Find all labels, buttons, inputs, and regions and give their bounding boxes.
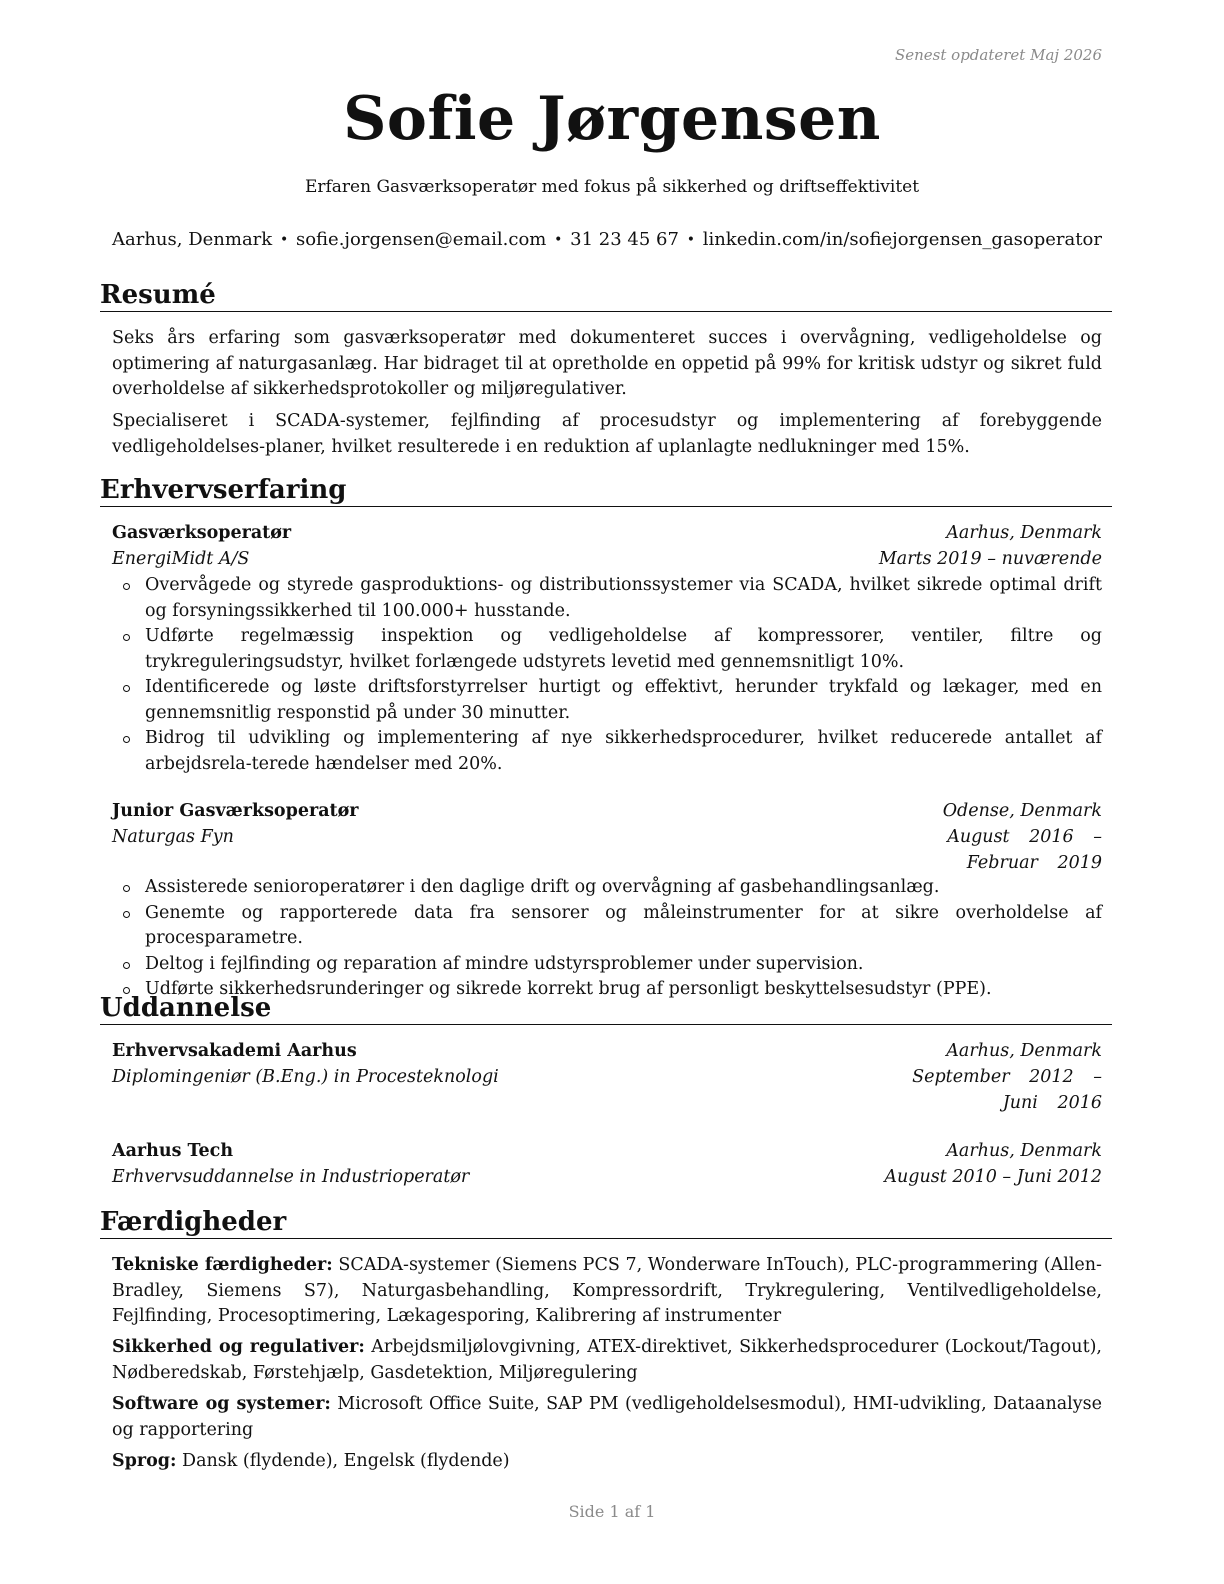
education-subheader: [112, 1165, 1102, 1191]
skill-text: Arbejdsmiljølovgivning, ATEX-direktivet, Sikkerhedsprocedurer (Lockout/Tagout), Nødberedskab, Førstehjælp, Gasdetektion, Miljøregulering: [112, 1337, 1102, 1383]
skill-text: Dansk (flydende), Engelsk (flydende): [182, 1451, 510, 1471]
separator-dot: •: [554, 231, 563, 248]
tagline: Erfaren Gasværksoperatør med fokus på sikkerhed og driftseffektivitet: [304, 177, 920, 197]
contact-location: Aarhus, Denmark: [112, 229, 273, 250]
skill-label: Tekniske færdigheder:: [112, 1255, 333, 1275]
job-bullets: [112, 875, 1102, 1003]
bullet-icon: [123, 962, 130, 969]
list-item: Identificerede og løste driftsforstyrrelser hurtigt og effektivt, herunder trykfald og lækager, med en gennemsnitlig responstid på under 30 minutter.: [112, 675, 1102, 726]
list-item: Udførte regelmæssig inspektion og vedligeholdelse af kompressorer, ventiler, filtre og trykreguleringsudstyr, hvilket forlængede udstyrets levetid med gennemsnitligt 10%.: [112, 624, 1102, 675]
job-location: Odense, Denmark: [942, 801, 1102, 821]
job-role: Junior Gasværksoperatør: [112, 801, 359, 821]
summary-paragraph: Seks års erfaring som gasværksoperatør med dokumenteret succes i overvågning, vedligeholdelse og optimering af naturgasanlæg. Har bidraget til at opretholde en oppetid på 99% for kritisk udstyr og sikret fuld overholdelse af sikkerhedsprotokoller og miljøregulativer.: [112, 328, 1102, 399]
education-school: Erhvervsakademi Aarhus: [112, 1041, 357, 1061]
list-item: Deltog i fejlfinding og reparation af mindre udstyrsproblemer under supervision.: [112, 952, 1102, 978]
education-header: [112, 1039, 1102, 1065]
bullet-icon: [123, 583, 130, 590]
contact-linkedin[interactable]: linkedin.com/in/sofiejorgensen_gasoperator: [702, 229, 1102, 250]
education-location: Aarhus, Denmark: [946, 1141, 1102, 1161]
skill-group: [112, 1449, 1102, 1475]
section-title-education: Uddannelse: [100, 993, 1112, 1025]
contact-email[interactable]: sofie.jorgensen@email.com: [295, 229, 547, 250]
skill-label: Sikkerhed og regulativer:: [112, 1337, 365, 1357]
list-item: Assisterede senioroperatører i den daglige drift og overvågning af gasbehandlingsanlæg.: [112, 875, 1102, 901]
job-bullets: [112, 573, 1102, 777]
skill-group: [112, 1392, 1102, 1443]
list-item: Genemte og rapporterede data fra sensorer og måleinstrumenter for at sikre overholdelse af procesparametre.: [112, 901, 1102, 952]
job-subheader: [112, 825, 1102, 876]
skill-label: Software og systemer:: [112, 1394, 331, 1414]
job-header: [112, 799, 1102, 825]
candidate-name: Sofie Jørgensen: [343, 84, 881, 154]
skill-text: SCADA-systemer (Siemens PCS 7, Wonderware InTouch), PLC-programmering (Allen-Bradley, Siemens S7), Naturgasbehandling, Kompressordrift, Trykregulering, Ventilvedligeholdelse, Fejlfinding, Procesoptimering, Lækagesporing, Kalibrering af instrumenter: [112, 1255, 1102, 1326]
bullet-icon: [123, 685, 130, 692]
job-dates: August 2016 – Februar 2019: [947, 827, 1102, 873]
section-title-skills: Færdigheder: [100, 1207, 1112, 1239]
separator-dot: •: [279, 231, 289, 248]
separator-dot: •: [686, 231, 695, 248]
education-subheader: [112, 1065, 1102, 1116]
list-item: Bidrog til udvikling og implementering af nye sikkerhedsprocedurer, hvilket reducerede antallet af arbejdsrela-terede hændelser med 20%.: [112, 726, 1102, 777]
summary-paragraph: Specialiseret i SCADA-systemer, fejlfinding af procesudstyr og implementering af forebyggende vedligeholdelses-planer, hvilket resulterede i en reduktion af uplanlagte nedlukninger med 15%.: [112, 411, 1102, 457]
section-title-experience: Erhvervserfaring: [100, 475, 1112, 507]
section-title-summary: Resumé: [100, 280, 1112, 312]
job-subheader: [112, 547, 1102, 573]
last-updated: Senest opdateret Maj 2026: [894, 46, 1102, 64]
contact-phone: 31 23 45 67: [570, 229, 679, 250]
skill-label: Sprog:: [112, 1451, 177, 1471]
education-degree: Diplomingeniør (B.Eng.) in Procesteknologi: [112, 1067, 499, 1087]
job-company: Naturgas Fyn: [112, 827, 234, 847]
job-company: EnergiMidt A/S: [112, 549, 250, 569]
list-item: Overvågede og styrede gasproduktions- og distributionssystemer via SCADA, hvilket sikrede optimal drift og forsyningssikkerhed til 100.000+ husstande.: [112, 573, 1102, 624]
page-number: Side 1 af 1: [568, 1502, 656, 1521]
bullet-icon: [123, 736, 130, 743]
skill-group: [112, 1335, 1102, 1386]
education-dates: August 2010 – Juni 2012: [884, 1167, 1102, 1187]
list-item: Udførte sikkerhedsrunderinger og sikrede korrekt brug af personligt beskyttelsesudstyr (PPE).: [112, 977, 1102, 1003]
skill-group: [112, 1253, 1102, 1330]
education-location: Aarhus, Denmark: [946, 1041, 1102, 1061]
job-dates: Marts 2019 – nuværende: [878, 549, 1102, 569]
education-dates: September 2012 – Juni 2016: [912, 1067, 1102, 1113]
education-header: [112, 1139, 1102, 1165]
job-header: [112, 521, 1102, 547]
job-location: Aarhus, Denmark: [946, 523, 1102, 543]
job-role: Gasværksoperatør: [112, 523, 292, 543]
education-school: Aarhus Tech: [112, 1141, 234, 1161]
skill-text: Microsoft Office Suite, SAP PM (vedligeholdelsesmodul), HMI-udvikling, Dataanalyse og rapportering: [112, 1394, 1102, 1440]
bullet-icon: [123, 911, 130, 918]
contact-line: [112, 229, 1102, 250]
education-degree: Erhvervsuddannelse in Industrioperatør: [112, 1167, 470, 1187]
bullet-icon: [123, 885, 130, 892]
bullet-icon: [123, 634, 130, 641]
